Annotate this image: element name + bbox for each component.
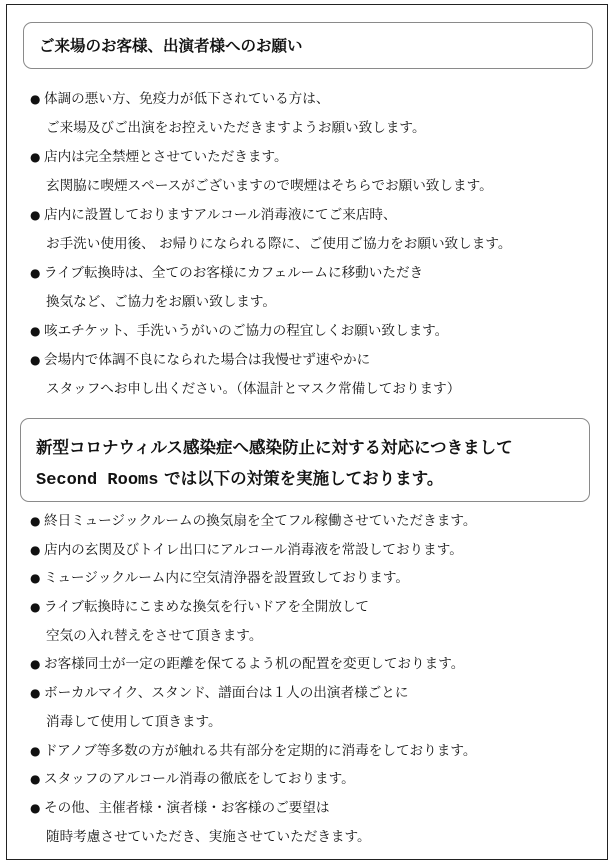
bullet-icon: ● <box>30 324 41 338</box>
bullet-icon: ● <box>30 571 41 586</box>
list-item-text: 体調の悪い方、免疫力が低下されている方は、 <box>44 91 330 107</box>
list-item <box>30 143 511 201</box>
list-item-text: 消毒して使用して頂きます。 <box>46 713 222 730</box>
covid-measures-heading-line2: では以下の対策を実施しております。 <box>158 469 444 488</box>
venue-name: Second Rooms <box>36 471 159 490</box>
list-item <box>30 259 511 317</box>
list-item-text: 店内は完全禁煙とさせていただきます。 <box>44 149 288 165</box>
bullet-icon: ● <box>30 800 41 815</box>
bullet-icon: ● <box>30 150 41 164</box>
list-item-text: ドアノブ等多数の方が触れる共有部分を定期的に消毒をしております。 <box>44 742 477 759</box>
bullet-icon: ● <box>30 657 41 672</box>
list-item-text: お手洗い使用後、 お帰りになられる際に、ご使用ご協力をお願い致します。 <box>46 236 512 252</box>
covid-measures-heading <box>20 418 590 502</box>
list-item-text: 会場内で体調不良になられた場合は我慢せず速やかに <box>44 352 371 368</box>
bullet-icon: ● <box>30 514 41 528</box>
covid-measures-list <box>30 507 476 851</box>
list-item-text: 店内に設置しておりますアルコール消毒液にてご来店時、 <box>44 207 397 223</box>
list-item <box>30 507 476 536</box>
list-item <box>30 737 476 766</box>
list-item <box>30 564 476 593</box>
list-item <box>30 679 476 736</box>
list-item-text: ライブ転換時にこまめな換気を行いドアを全開放して <box>44 599 370 616</box>
bullet-icon: ● <box>30 92 41 106</box>
list-item <box>30 346 511 404</box>
list-item <box>30 765 476 794</box>
visitor-notice-heading <box>23 22 593 69</box>
bullet-icon: ● <box>30 772 41 787</box>
list-item <box>30 794 476 851</box>
list-item-text: お客様同士が一定の距離を保てるよう机の配置を変更しております。 <box>44 656 465 673</box>
list-item-text: その他、主催者様・演者様・お客様のご要望は <box>44 799 330 816</box>
list-item-text: ご来場及びご出演をお控えいただきますようお願い致します。 <box>46 120 426 136</box>
list-item <box>30 536 476 565</box>
bullet-icon: ● <box>30 266 41 280</box>
list-item-text: 咳エチケット、手洗いうがいのご協力の程宜しくお願い致します。 <box>44 323 449 339</box>
bullet-icon: ● <box>30 686 41 701</box>
list-item <box>30 593 476 650</box>
bullet-icon: ● <box>30 542 41 557</box>
list-item-text: スタッフのアルコール消毒の徹底をしております。 <box>44 771 355 788</box>
list-item-text: ライブ転換時は、全てのお客様にカフェルームに移動いただき <box>44 265 424 281</box>
list-item-text: ボーカルマイク、スタンド、譜面台は１人の出演者様ごとに <box>44 685 409 702</box>
list-item <box>30 317 511 346</box>
list-item-text: 換気など、ご協力をお願い致します。 <box>46 294 277 310</box>
list-item-text: 店内の玄関及びトイレ出口にアルコール消毒液を常設しております。 <box>44 541 463 558</box>
list-item-text: 玄関脇に喫煙スペースがございますので喫煙はそちらでお願い致します。 <box>46 178 493 194</box>
list-item-text: 空気の入れ替えをさせて頂きます。 <box>46 627 263 644</box>
bullet-icon: ● <box>30 743 41 758</box>
bullet-icon: ● <box>30 208 41 222</box>
bullet-icon: ● <box>30 353 41 367</box>
bullet-icon: ● <box>30 600 41 615</box>
covid-measures-heading-line1: 新型コロナウィルス感染症へ感染防止に対する対応につきまして <box>36 438 513 457</box>
list-item-text: 終日ミュージックルームの換気扇を全てフル稼働させていただきます。 <box>44 513 477 529</box>
visitor-notice-heading-text: ご来場のお客様、出演者様へのお願い <box>39 37 303 55</box>
visitor-notice-list <box>30 85 511 404</box>
list-item <box>30 201 511 259</box>
list-item <box>30 85 511 143</box>
list-item-text: 随時考慮させていただき、実施させていただきます。 <box>46 828 371 845</box>
list-item-text: スタッフへお申し出ください。（体温計とマスク常備しております） <box>46 381 461 397</box>
list-item-text: ミュージックルーム内に空気清浄器を設置致しております。 <box>44 570 409 587</box>
list-item <box>30 650 476 679</box>
